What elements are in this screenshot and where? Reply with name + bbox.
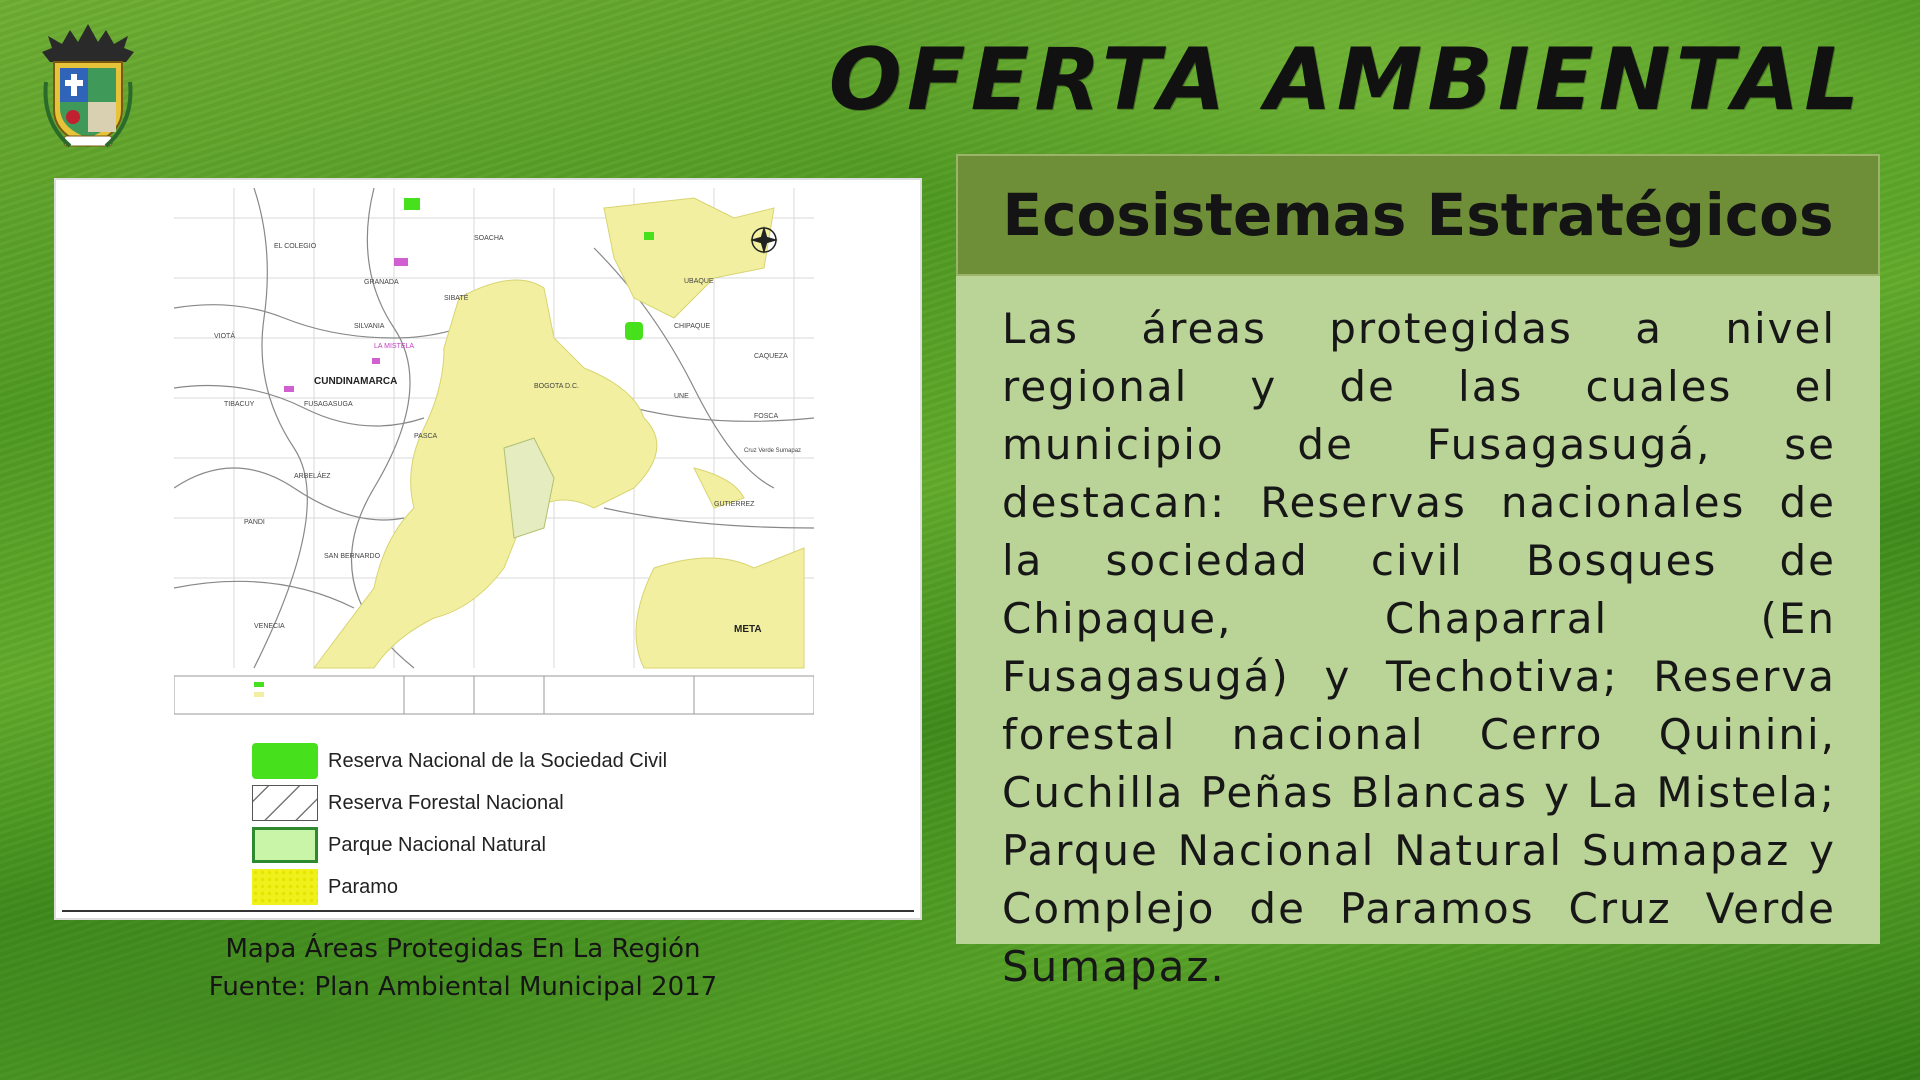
crest xyxy=(40,22,136,154)
card-heading: Ecosistemas Estratégicos xyxy=(1002,181,1834,249)
map-label-venecia: VENECIA xyxy=(254,623,285,630)
legend-label: Reserva Nacional de la Sociedad Civil xyxy=(328,749,668,772)
map-label-gutierrez: GUTIERREZ xyxy=(714,501,755,508)
card-header xyxy=(956,154,1880,276)
map-label-arbelaez: ARBELÁEZ xyxy=(294,473,331,480)
map-label-pandi: PANDI xyxy=(244,519,265,526)
map-label-el-colegio: EL COLEGIO xyxy=(274,243,317,250)
protected-areas-map xyxy=(174,188,814,718)
map-label-la-mistela: LA MISTELA xyxy=(374,343,415,350)
legend-swatch-civil-reserve xyxy=(252,743,318,779)
map-label-chipaque: CHIPAQUE xyxy=(674,323,711,330)
legend-label: Paramo xyxy=(328,875,399,898)
map-legend xyxy=(252,740,667,908)
card-body xyxy=(956,276,1880,991)
paramo-zones xyxy=(314,198,804,668)
legend-item xyxy=(252,824,667,866)
map-label-ubaque: UBAQUE xyxy=(684,278,714,285)
map-label-fusagasuga: FUSAGASUGA xyxy=(304,401,353,408)
legend-item xyxy=(252,740,667,782)
map-caption xyxy=(54,930,872,1006)
map-label-viota: VIOTÁ xyxy=(214,333,236,340)
card-text: Las áreas protegidas a nivel regional y de las cuales el municipio de Fusagasugá, se destacan: Reservas nacionales de la sociedad civil Bosques de Chipaque, Chaparral (En Fusagasugá) y Techotiva; Reserva forestal nacional Cerro Quinini, Cuchilla Peñas Blancas y La Mistela; Parque Nacional Natural Sumapaz y Complejo de Paramos Cruz Verde Sumapaz. xyxy=(1002,304,1836,991)
legend-swatch-forest-reserve xyxy=(252,785,318,821)
map-label-tibacuy: TIBACUY xyxy=(224,401,255,408)
map-label-san-bernardo: SAN BERNARDO xyxy=(324,553,381,560)
legend-swatch-national-park xyxy=(252,827,318,863)
map-label-cruz-verde: Cruz Verde Sumapaz xyxy=(744,448,802,454)
map-label-soacha: SOACHA xyxy=(474,235,504,242)
map-caption-title: Mapa Áreas Protegidas En La Región xyxy=(225,934,701,964)
map-caption-source: Fuente: Plan Ambiental Municipal 2017 xyxy=(208,972,718,1002)
map-label-sibate: SIBATÉ xyxy=(444,295,469,302)
map-label-pasca: PASCA xyxy=(414,433,438,440)
legend-item xyxy=(252,866,667,908)
map-label-granada: GRANADA xyxy=(364,279,399,286)
map-label-cundinamarca: CUNDINAMARCA xyxy=(314,376,398,387)
legend-label: Parque Nacional Natural xyxy=(328,833,546,856)
page-title: OFERTA AMBIENTAL xyxy=(828,30,1864,130)
map-label-fosca: FOSCA xyxy=(754,413,779,420)
map-label-caqueza: CAQUEZA xyxy=(754,353,788,360)
map-panel xyxy=(54,178,922,920)
map-label-bogota: BOGOTA D.C. xyxy=(534,383,579,390)
legend-swatch-paramo xyxy=(252,869,318,905)
map-bottom-rule xyxy=(62,910,914,912)
coat-of-arms-icon xyxy=(40,22,136,154)
map-label-une: UNE xyxy=(674,393,689,400)
info-card xyxy=(956,154,1880,991)
map-label-silvania: SILVANIA xyxy=(354,323,385,330)
legend-label: Reserva Forestal Nacional xyxy=(328,791,564,814)
legend-item xyxy=(252,782,667,824)
map-label-meta: META xyxy=(734,624,762,635)
map-title-block xyxy=(174,676,814,714)
